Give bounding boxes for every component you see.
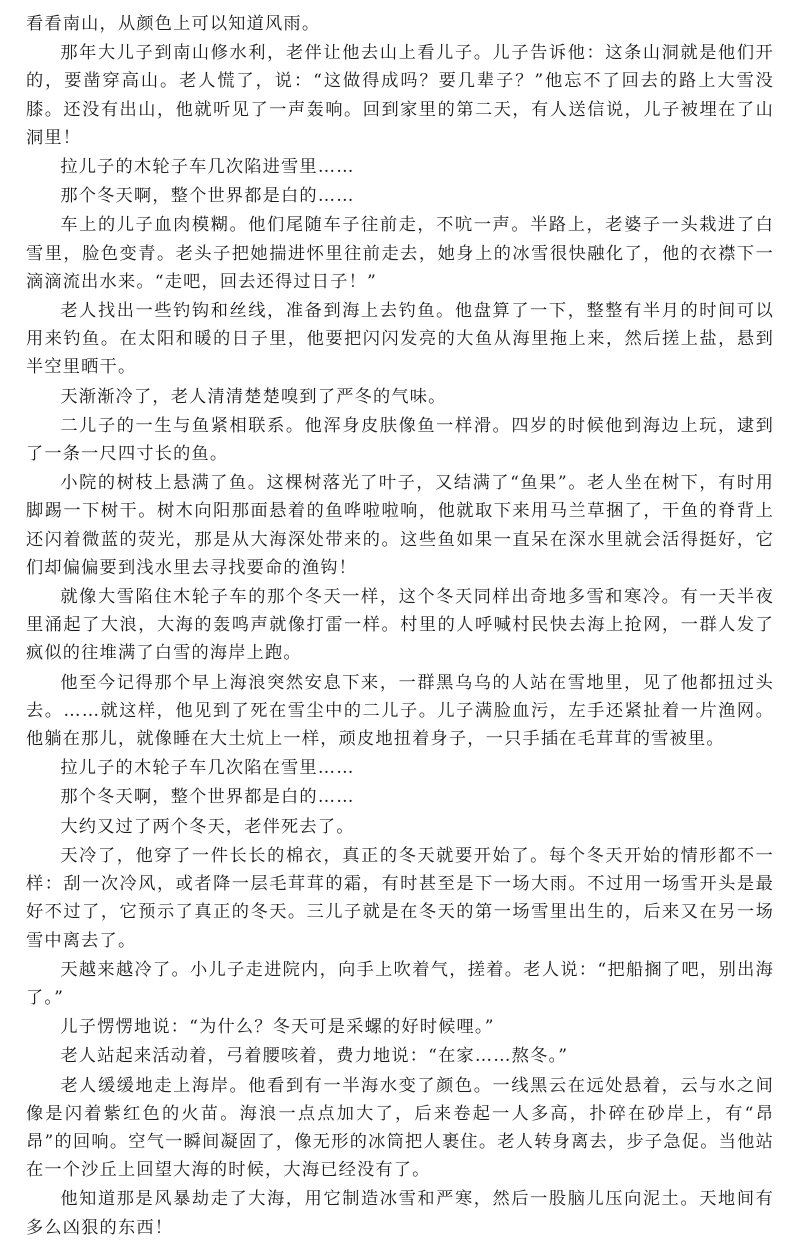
paragraph: 老人找出一些钓钩和丝线，准备到海上去钓鱼。他盘算了一下，整整有半月的时间可以用来钓鱼。在太阳和暖的日子里，他要把闪闪发亮的大鱼从海里拖上来，然后搓上盐，悬到半空里晒干。 <box>26 301 774 378</box>
paragraph: 天渐渐冷了，老人清清楚楚嗅到了严冬的气味。 <box>60 386 447 407</box>
paragraph: 二儿子的一生与鱼紧相联系。他浑身皮肤像鱼一样滑。四岁的时候他到海边上玩，逮到了一条一尺四寸长的鱼。 <box>26 415 774 465</box>
paragraph: 就像大雪陷住木轮子车的那个冬天一样，这个冬天同样出奇地多雪和寒冷。有一天半夜里涌起了大浪，大海的轰鸣声就像打雷一样。村里的人呼喊村民快去海上抢网，一群人发了疯似的往堆满了白雪的海岸上跑。 <box>26 587 774 664</box>
paragraph: 天冷了，他穿了一件长长的棉衣，真正的冬天就要开始了。每个冬天开始的情形都不一样：刮一次冷风，或者降一层毛茸茸的霜，有时甚至是下一场大雨。不过用一场雪开头是最好不过了，它预示了真正的冬天。三儿子就是在冬天的第一场雪里出生的，后来又在另一场雪中离去了。 <box>26 845 774 951</box>
paragraph: 车上的儿子血肉模糊。他们尾随车子往前走，不吭一声。半路上，老婆子一头栽进了白雪里，脸色变青。老头子把她揣进怀里往前走去，她身上的冰雪很快融化了，他的衣襟下一滴滴流出水来。“走吧，回去还得过日子！” <box>26 215 774 292</box>
paragraph: 看看南山，从颜色上可以知道风雨。 <box>26 14 321 34</box>
paragraph: 他知道那是风暴劫走了大海，用它制造冰雪和严寒，然后一股脑儿压向泥土。天地间有多么凶狠的东西！ <box>26 1189 774 1238</box>
document-page <box>26 10 774 1243</box>
paragraph: 儿子愣愣地说：“为什么？冬天可是采螺的好时候哩。” <box>60 1017 495 1038</box>
paragraph: 小院的树枝上悬满了鱼。这棵树落光了叶子，又结满了“鱼果”。老人坐在树下，有时用脚踢一下树干。树木向阳那面悬着的鱼哗啦啦响，他就取下来用马兰草捆了，干鱼的脊背上还闪着微蓝的荧光，那是从大海深处带来的。这些鱼如果一直呆在深水里就会活得挺好，它们却偏偏要到浅水里去寻找要命的渔钩！ <box>26 473 774 578</box>
paragraph: 拉儿子的木轮子车几次陷进雪里…… <box>60 157 355 178</box>
paragraph: 那年大儿子到南山修水利，老伴让他去山上看儿子。儿子告诉他：这条山洞就是他们开的，要凿穿高山。老人慌了，说：“这做得成吗？要几辈子？”他忘不了回去的路上大雪没膝。还没有出山，他就听见了一声轰响。回到家里的第二天，有人送信说，儿子被埋在了山洞里！ <box>26 43 774 148</box>
paragraph: 天越来越冷了。小儿子走进院内，向手上吹着气，搓着。老人说：“把船搁了吧，别出海了。” <box>26 959 774 1008</box>
paragraph: 拉儿子的木轮子车几次陷在雪里…… <box>60 758 355 779</box>
paragraph: 那个冬天啊，整个世界都是白的…… <box>60 787 355 808</box>
paragraph: 他至今记得那个早上海浪突然安息下来，一群黑乌乌的人站在雪地里，见了他都扭过头去。……就这样，他见到了死在雪尘中的二儿子。儿子满脸血污，左手还紧扯着一片渔网。他躺在那儿，就像睡在大土炕上一样，顽皮地扭着身子，一只手插在毛茸茸的雪被里。 <box>26 672 774 750</box>
paragraph: 老人缓缓地走上海岸。他看到有一半海水变了颜色。一线黑云在远处悬着，云与水之间像是闪着紫红色的火苗。海浪一点点加大了，后来卷起一人多高，扑碎在砂岸上，有“昂昂”的回响。空气一瞬间凝固了，像无形的冰筒把人裹住。老人转身离去，步子急促。当他站在一个沙丘上回望大海的时候，大海已经没有了。 <box>26 1075 774 1181</box>
paragraph: 大约又过了两个冬天，老伴死去了。 <box>60 816 355 837</box>
paragraph: 那个冬天啊，整个世界都是白的…… <box>60 186 355 207</box>
paragraph: 老人站起来活动着，弓着腰咳着，费力地说：“在家……熬冬。” <box>60 1046 569 1067</box>
